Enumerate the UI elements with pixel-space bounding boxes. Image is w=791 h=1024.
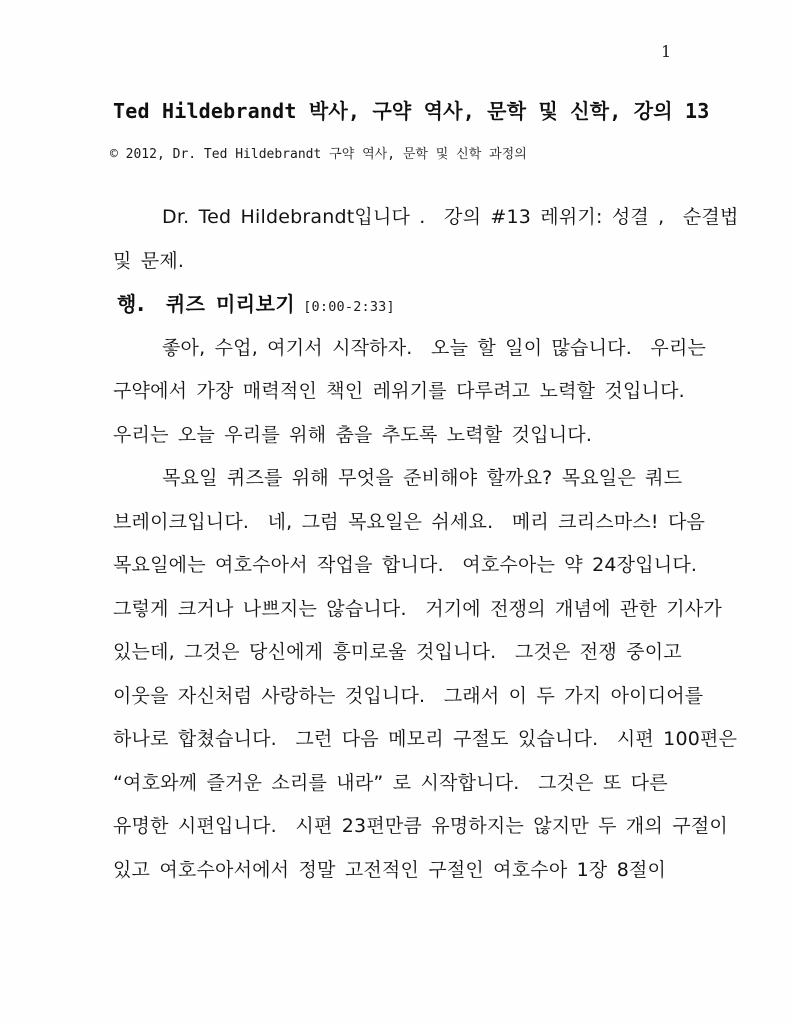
section-heading-row [113, 283, 698, 327]
transcript-body [113, 196, 739, 892]
transcript-line: 유명한 시편입니다. 시편 23편만큼 유명하지는 않지만 두 개의 구절이 [113, 815, 728, 837]
transcript-line: 있는데, 그것은 당신에게 흥미로울 것입니다. 그것은 전쟁 중이고 [113, 641, 682, 663]
transcript-line: 그렇게 크거나 나쁘지는 않습니다. 거기에 전쟁의 개념에 관한 기사가 [113, 597, 722, 620]
transcript-line: 이웃을 자신처럼 사랑하는 것입니다. 그래서 이 두 가지 아이디어를 [113, 684, 704, 707]
transcript-line: “여호와께 즐거운 소리를 내라” 로 시작합니다. 그것은 또 다른 [113, 771, 668, 794]
transcript-line: 우리는 오늘 우리를 위해 춤을 추도록 노력할 것입니다. [113, 423, 593, 446]
transcript-line: 브레이크입니다. 네, 그럼 목요일은 쉬세요. 메리 크리스마스! 다음 [113, 510, 706, 533]
transcript-line: 있고 여호수아서에서 정말 고전적인 구절인 여호수아 1장 8절이 [113, 858, 667, 881]
transcript-line: 구약에서 가장 매력적인 책인 레위기를 다루려고 노력할 것입니다. [113, 380, 685, 402]
intro-line: Dr. Ted Hildebrandt입니다 . 강의 #13 레위기: 성결 , 순결법 [162, 206, 739, 228]
transcript-line: 목요일에는 여호수아서 작업을 합니다. 여호수아는 약 24장입니다. [113, 554, 698, 576]
section-heading: 행. 퀴즈 미리보기 [117, 292, 296, 316]
copyright-line: © 2012, Dr. Ted Hildebrandt 구약 역사, 문학 및 신학 과정의 [110, 147, 527, 162]
document-title: Ted Hildebrandt 박사, 구약 역사, 문학 및 신학, 강의 13 [113, 99, 710, 123]
transcript-line: 좋아, 수업, 여기서 시작하자. 오늘 할 일이 많습니다. 우리는 [162, 336, 707, 359]
transcript-line: 하나로 합쳤습니다. 그런 다음 메모리 구절도 있습니다. 시편 100편은 [113, 728, 738, 750]
transcript-line: 목요일 퀴즈를 위해 무엇을 준비해야 할까요? 목요일은 쿼드 [162, 467, 683, 489]
intro-line: 및 문제. [113, 249, 185, 272]
section-timestamp: [0:00-2:33] [303, 299, 395, 315]
page-number: 1 [661, 42, 672, 61]
